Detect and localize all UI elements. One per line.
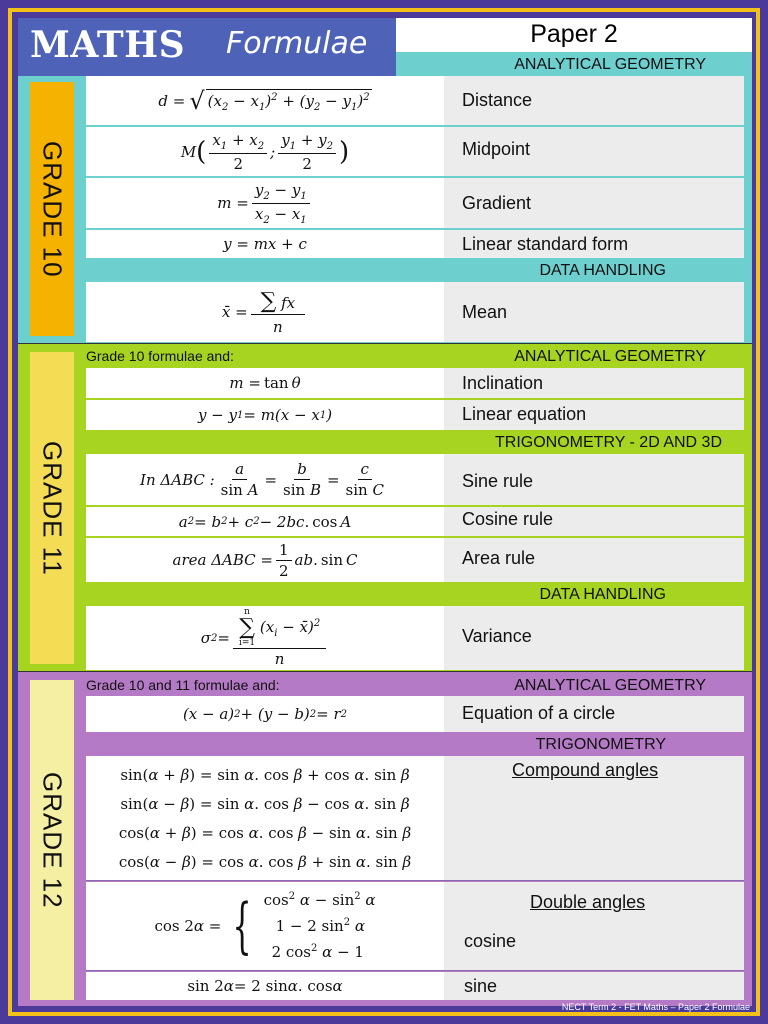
formula-row-double-cos [86,882,744,970]
title-formulae: Formulae [226,26,368,61]
formula-row-circle [86,696,744,732]
grade12-heading-trig: TRIGONOMETRY [535,736,666,753]
formula-row-linear [86,230,744,258]
row-separator [86,398,744,399]
label-linear: Linear standard form [462,234,629,254]
footer-text: NECT Term 2 - FET Maths – Paper 2 Formulae [561,1002,750,1012]
formula-sin-diff: sin(α − β) = sin α. cos β − cos α. sin β [120,794,410,813]
grade11-heading-trig: TRIGONOMETRY - 2D AND 3D [495,434,722,451]
formula-circle: (x − a) 2 + (y − b) 2 = r 2 [182,705,348,723]
divider [18,671,752,672]
formula-cos-sum: cos(α + β) = cos α. cos β − sin α. sin β [118,823,412,842]
label-area: Area rule [462,548,536,568]
label-compound: Compound angles [512,760,659,780]
formula-linear: y = mx + c [223,235,307,253]
label-mean: Mean [462,302,508,322]
formula-variance: σ 2 = n ∑ i=1 ($x_i$ − x̄)$^2$ n [86,606,444,670]
label-circle: Equation of a circle [462,703,616,723]
row-separator [86,880,744,881]
label-variance: Variance [462,626,532,646]
grade12-prefix: Grade 10 and 11 formulae and: [86,677,280,693]
formula-gradient: m = $\frac{y_2 - y_1}{x_2 - x_1}$ [86,178,444,228]
grade11-heading-analytical: ANALYTICAL GEOMETRY [514,348,706,365]
formula-inclination: m = tan θ [229,374,301,392]
label-gradient: Gradient [462,193,532,213]
label-double-cosine: cosine [464,931,517,951]
label-inclination: Inclination [462,373,544,393]
formula-cosine: a 2 = b 2 + c 2 − 2bc. cos A [178,512,352,531]
formula-row-gradient [86,178,744,228]
formula-row-mean [86,282,744,342]
grade12-label-box [30,680,74,1000]
formula-mean: x̄ = $\frac{\sum fx}{n}$ [86,282,444,342]
label-midpoint: Midpoint [462,139,531,159]
divider [18,343,752,344]
grade12-label: GRADE 12 [37,771,68,909]
grade10-heading-analytical: ANALYTICAL GEOMETRY [514,56,706,73]
row-separator [86,505,744,506]
formula-row-distance [86,76,744,125]
formula-row-area [86,538,744,582]
formula-double-sin: sin 2 α = 2 sin α . cos α [187,977,343,995]
formula-area: area ΔABC = $\frac{1}{2}$ ab. sin C [172,540,358,580]
grade11-label-box [30,352,74,664]
formula-distance: d = √ $(x_2 - x_1)^2 + (y_2 - y_1)^2$ [158,86,370,115]
formula-row-cosine [86,507,744,536]
grade11-label: GRADE 11 [37,440,68,576]
label-distance: Distance [462,90,533,110]
formula-row-variance [86,606,744,670]
grade12-heading-analytical: ANALYTICAL GEOMETRY [514,677,706,694]
grade10-heading-data: DATA HANDLING [539,262,666,279]
row-separator [86,125,744,126]
grade10-label-box [30,82,74,336]
title-maths: MATHS [30,24,186,66]
row-separator [86,536,744,537]
formula-sine: In ΔABC : $\frac{a}{\text{sin A}}$ = $\frac{b}{\text{sin B}}$ = $\frac{c}{\text{sin C}}$ [140,460,384,499]
paper-title: Paper 2 [530,20,618,48]
row-separator [86,970,744,971]
formula-sin-sum: sin(α + β) = sin α. cos β + cos α. sin β [120,765,410,784]
formula-midpoint: M ( $\frac{x_1 + x_2}{2}$ ; $\frac{y_1 + y_2}{2}$ ) [180,130,350,173]
label-double-sine: sine [464,976,498,996]
formula-row-double-sin [86,972,744,1000]
formula-compound [86,756,444,880]
row-separator [86,176,744,177]
formula-cos-diff: cos(α − β) = cos α. cos β + sin α. sin β [118,852,412,871]
formula-row-sine [86,454,744,505]
label-double: Double angles [530,892,646,912]
label-linear-equation: Linear equation [462,404,587,424]
label-sine: Sine rule [462,471,534,491]
row-separator [86,228,744,229]
grade10-label: GRADE 10 [37,140,68,278]
formula-row-compound [86,756,744,880]
formula-row-midpoint [86,127,744,176]
formula-double-cos: cos 2α = { $\cos^2 \alpha - \sin^2 \alpha$ 1 − 2 $\sin^2 \alpha$ 2 $\cos^2 \alpha - 1$ [154,891,376,961]
formula-row-inclination [86,368,744,398]
formula-linear-equation: y − y 1 = m(x − x 1 ) [197,406,333,424]
grade11-heading-data: DATA HANDLING [539,586,666,603]
formula-row-linear-equation [86,400,744,430]
grade11-prefix: Grade 10 formulae and: [86,348,234,364]
label-cosine: Cosine rule [462,509,554,529]
